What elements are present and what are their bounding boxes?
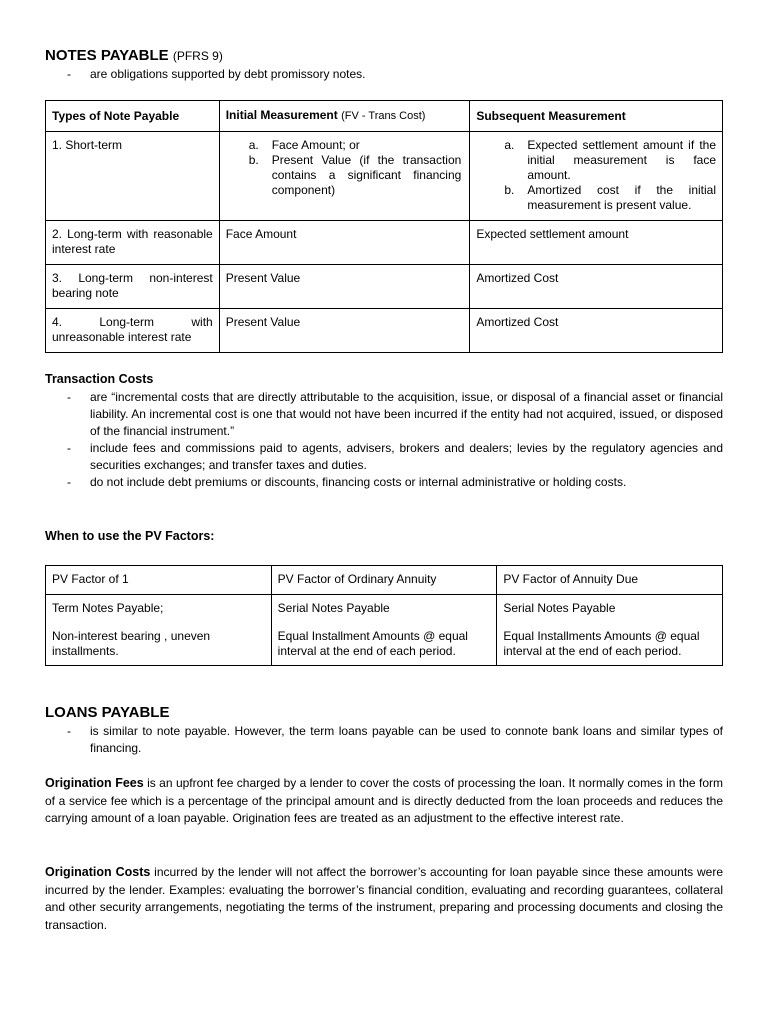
- origination-costs-text: incurred by the lender will not affect the borrower’s accounting for loan payable since these amounts were incurred by the lender. Examples: evaluating the borrower’s financial condition, evaluating and recording guarantees, collateral and other security arrangements, negotiating the terms of the instrument, preparing and processing documents and closing the transaction.: [45, 865, 723, 932]
- table-row: [46, 221, 723, 265]
- cell-initial: Face Amount: [219, 221, 470, 265]
- table-row: [46, 309, 723, 353]
- header-subsequent: Subsequent Measurement: [470, 101, 723, 132]
- table-row: [46, 132, 723, 221]
- cell-initial: [219, 132, 470, 221]
- origination-costs-term: Origination Costs: [45, 865, 151, 879]
- pv-header: PV Factor of Annuity Due: [497, 566, 723, 595]
- cell-type: 4. Long-term with unreasonable interest rate: [46, 309, 220, 353]
- origination-fees-text: is an upfront fee charged by a lender to cover the costs of processing the loan. It normally comes in the form of a service fee which is a percentage of the principal amount and is directly deducted from the loan proceeds and reduces the carrying amount of a loan payable. Origination fees are treated as an adjustment to the effective interest rate.: [45, 776, 723, 825]
- cell-initial: Present Value: [219, 309, 470, 353]
- list-item: a. Expected settlement amount if the initial measurement is face amount.: [504, 138, 716, 182]
- transaction-costs-bullets: [45, 389, 723, 491]
- bullet-item: - are “incremental costs that are directly attributable to the acquisition, issue, or disposal of a financial asset or financial liability. An incremental cost is one that would not have been incurred if the entity had not acquired, issued, or disposed of the financial instrument.”: [45, 389, 723, 440]
- header-types: Types of Note Payable: [46, 101, 220, 132]
- bullet-item: - are obligations supported by debt promissory notes.: [45, 66, 723, 83]
- notes-payable-title: NOTES PAYABLE: [45, 47, 169, 64]
- notes-payable-ref: (PFRS 9): [172, 49, 223, 63]
- transaction-costs-heading: Transaction Costs: [45, 372, 154, 386]
- pv-cell: Serial Notes Payable Equal Installment Amounts @ equal interval at the end of each period.: [271, 595, 497, 666]
- list-item: b. Present Value (if the transaction contains a significant financing component): [248, 153, 462, 197]
- origination-fees-term: Origination Fees: [45, 776, 144, 790]
- pv-cell: Serial Notes Payable Equal Installments Amounts @ equal interval at the end of each period.: [497, 595, 723, 666]
- cell-subsequent: Expected settlement amount: [470, 221, 723, 265]
- origination-costs-paragraph: [45, 864, 723, 934]
- pv-header: PV Factor of Ordinary Annuity: [271, 566, 497, 595]
- pv-header: PV Factor of 1: [46, 566, 272, 595]
- pv-factors-table: [45, 565, 723, 666]
- cell-type: 2. Long-term with reasonable interest rate: [46, 221, 220, 265]
- table-header-row: [46, 566, 723, 595]
- cell-subsequent: Amortized Cost: [470, 265, 723, 309]
- pv-factors-heading: When to use the PV Factors:: [45, 529, 215, 543]
- list-item: b. Amortized cost if the initial measurement is present value.: [504, 183, 716, 212]
- cell-subsequent: [470, 132, 723, 221]
- note-types-table: [45, 100, 723, 353]
- cell-type: 1. Short-term: [46, 132, 220, 221]
- cell-initial: Present Value: [219, 265, 470, 309]
- pv-cell: Term Notes Payable; Non-interest bearing , uneven installments.: [46, 595, 272, 666]
- bullet-item: - include fees and commissions paid to agents, advisers, brokers and dealers; levies by the regulatory agencies and securities exchanges; and transfer taxes and duties.: [45, 440, 723, 474]
- header-initial: Initial Measurement (FV - Trans Cost): [219, 101, 470, 132]
- bullet-item: - do not include debt premiums or discounts, financing costs or internal administrative or holding costs.: [45, 474, 723, 491]
- table-row: [46, 595, 723, 666]
- bullet-item: - is similar to note payable. However, the term loans payable can be used to connote bank loans and similar types of financing.: [45, 723, 723, 757]
- loans-payable-heading: LOANS PAYABLE: [45, 704, 170, 721]
- loans-payable-bullets: [45, 723, 723, 757]
- table-row: [46, 265, 723, 309]
- list-item: a. Face Amount; or: [248, 138, 360, 152]
- table-header-row: [46, 101, 723, 132]
- cell-subsequent: Amortized Cost: [470, 309, 723, 353]
- cell-type: 3. Long-term non-interest bearing note: [46, 265, 220, 309]
- origination-fees-paragraph: [45, 775, 723, 828]
- notes-payable-bullets: [45, 66, 723, 83]
- notes-payable-heading: [45, 47, 223, 64]
